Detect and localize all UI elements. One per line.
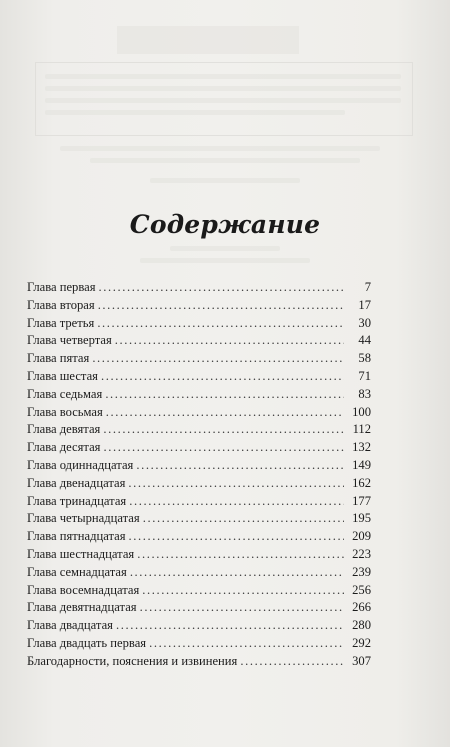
bleed-through-line: [60, 146, 380, 151]
toc-leader-dots: [128, 475, 344, 493]
bleed-through-line: [90, 158, 360, 163]
toc-entry-title: Глава восьмая: [27, 404, 103, 419]
toc-page-number: 17: [358, 297, 371, 312]
bleed-through-line: [45, 74, 401, 79]
toc-page-number: 132: [352, 440, 371, 455]
toc-leader-dots: [99, 279, 344, 297]
toc-entry-title: Глава седьмая: [27, 386, 103, 401]
toc-entry: [27, 528, 371, 546]
toc-page-number: 58: [358, 351, 371, 366]
toc-page-number: 256: [352, 582, 371, 597]
toc-leader-dots: [129, 493, 344, 511]
toc-entry: [27, 404, 371, 422]
toc-leader-dots: [115, 332, 344, 350]
toc-entry-title: Глава девятнадцатая: [27, 600, 137, 615]
toc-entry: [27, 457, 371, 475]
toc-entry-title: Глава первая: [27, 280, 96, 294]
toc-entry-title: Глава четырнадцатая: [27, 511, 140, 526]
toc-entry: [27, 493, 371, 511]
table-of-contents: [27, 279, 371, 671]
toc-leader-dots: [98, 297, 344, 315]
toc-leader-dots: [105, 386, 344, 404]
toc-page-number: 195: [352, 511, 371, 526]
toc-entry-title: Глава двадцать первая: [27, 635, 147, 650]
toc-leader-dots: [130, 564, 344, 582]
toc-entry: [27, 653, 371, 671]
toc-entry: [27, 439, 371, 457]
toc-page-number: 209: [352, 529, 371, 544]
toc-leader-dots: [143, 510, 344, 528]
toc-entry-title: Глава пятая: [27, 351, 90, 366]
contents-title: Содержание: [129, 209, 321, 239]
toc-leader-dots: [129, 528, 344, 546]
toc-entry: [27, 546, 371, 564]
toc-leader-dots: [106, 404, 344, 422]
toc-entry: [27, 332, 371, 350]
toc-entry-title: Глава семнадцатая: [27, 564, 127, 579]
toc-entry: [27, 350, 371, 368]
toc-leader-dots: [137, 546, 344, 564]
toc-leader-dots: [140, 599, 344, 617]
toc-entry: [27, 599, 371, 617]
toc-entry: [27, 635, 371, 653]
toc-entry: [27, 475, 371, 493]
toc-page-number: 149: [352, 457, 371, 472]
toc-page-number: 307: [352, 653, 371, 668]
bleed-through-line: [150, 178, 300, 183]
bleed-through-line: [45, 86, 401, 91]
toc-leader-dots: [103, 421, 344, 439]
toc-page-number: 7: [364, 280, 371, 294]
bleed-through-line: [45, 98, 401, 103]
toc-entry-title: Глава десятая: [27, 440, 101, 455]
toc-page-number: 239: [352, 564, 371, 579]
toc-page-number: 83: [358, 386, 371, 401]
bleed-through-block: [117, 26, 299, 54]
toc-page-number: 112: [352, 422, 371, 437]
toc-entry-title: Глава восемнадцатая: [27, 582, 140, 597]
toc-entry: [27, 617, 371, 635]
toc-page-number: 280: [352, 618, 371, 633]
toc-entry-title: Глава двадцатая: [27, 618, 113, 633]
toc-entry-title: Глава вторая: [27, 297, 95, 312]
toc-entry-title: Глава шестая: [27, 368, 98, 383]
toc-page-number: 44: [358, 333, 371, 348]
toc-leader-dots: [136, 457, 344, 475]
toc-entry-title: Глава пятнадцатая: [27, 529, 126, 544]
toc-entry: [27, 315, 371, 333]
toc-page-number: 162: [352, 475, 371, 490]
toc-leader-dots: [97, 315, 344, 333]
toc-entry: [27, 368, 371, 386]
toc-leader-dots: [149, 635, 344, 653]
toc-entry: [27, 297, 371, 315]
toc-entry-title: Глава четвертая: [27, 333, 112, 348]
toc-entry-title: Благодарности, пояснения и извинения: [27, 653, 238, 668]
toc-leader-dots: [101, 368, 344, 386]
toc-entry: [27, 279, 371, 297]
toc-entry: [27, 582, 371, 600]
toc-page-number: 223: [352, 546, 371, 561]
toc-leader-dots: [240, 653, 344, 671]
toc-entry-title: Глава третья: [27, 315, 95, 330]
toc-entry: [27, 564, 371, 582]
toc-entry-title: Глава двенадцатая: [27, 475, 126, 490]
toc-page-number: 71: [358, 368, 371, 383]
toc-page-number: 266: [352, 600, 371, 615]
bleed-through-line: [45, 110, 345, 115]
toc-page-number: 30: [358, 315, 371, 330]
toc-entry: [27, 510, 371, 528]
bleed-through-line: [140, 258, 310, 263]
toc-entry-title: Глава одиннадцатая: [27, 457, 134, 472]
toc-page-number: 100: [352, 404, 371, 419]
toc-page-number: 177: [352, 493, 371, 508]
bleed-through-line: [170, 246, 280, 251]
toc-entry-title: Глава шестнадцатая: [27, 546, 135, 561]
toc-entry-title: Глава тринадцатая: [27, 493, 127, 508]
toc-entry-title: Глава девятая: [27, 422, 101, 437]
toc-leader-dots: [103, 439, 344, 457]
toc-leader-dots: [142, 582, 344, 600]
toc-leader-dots: [92, 350, 344, 368]
toc-entry: [27, 386, 371, 404]
toc-leader-dots: [116, 617, 344, 635]
toc-entry: [27, 421, 371, 439]
toc-page-number: 292: [352, 635, 371, 650]
